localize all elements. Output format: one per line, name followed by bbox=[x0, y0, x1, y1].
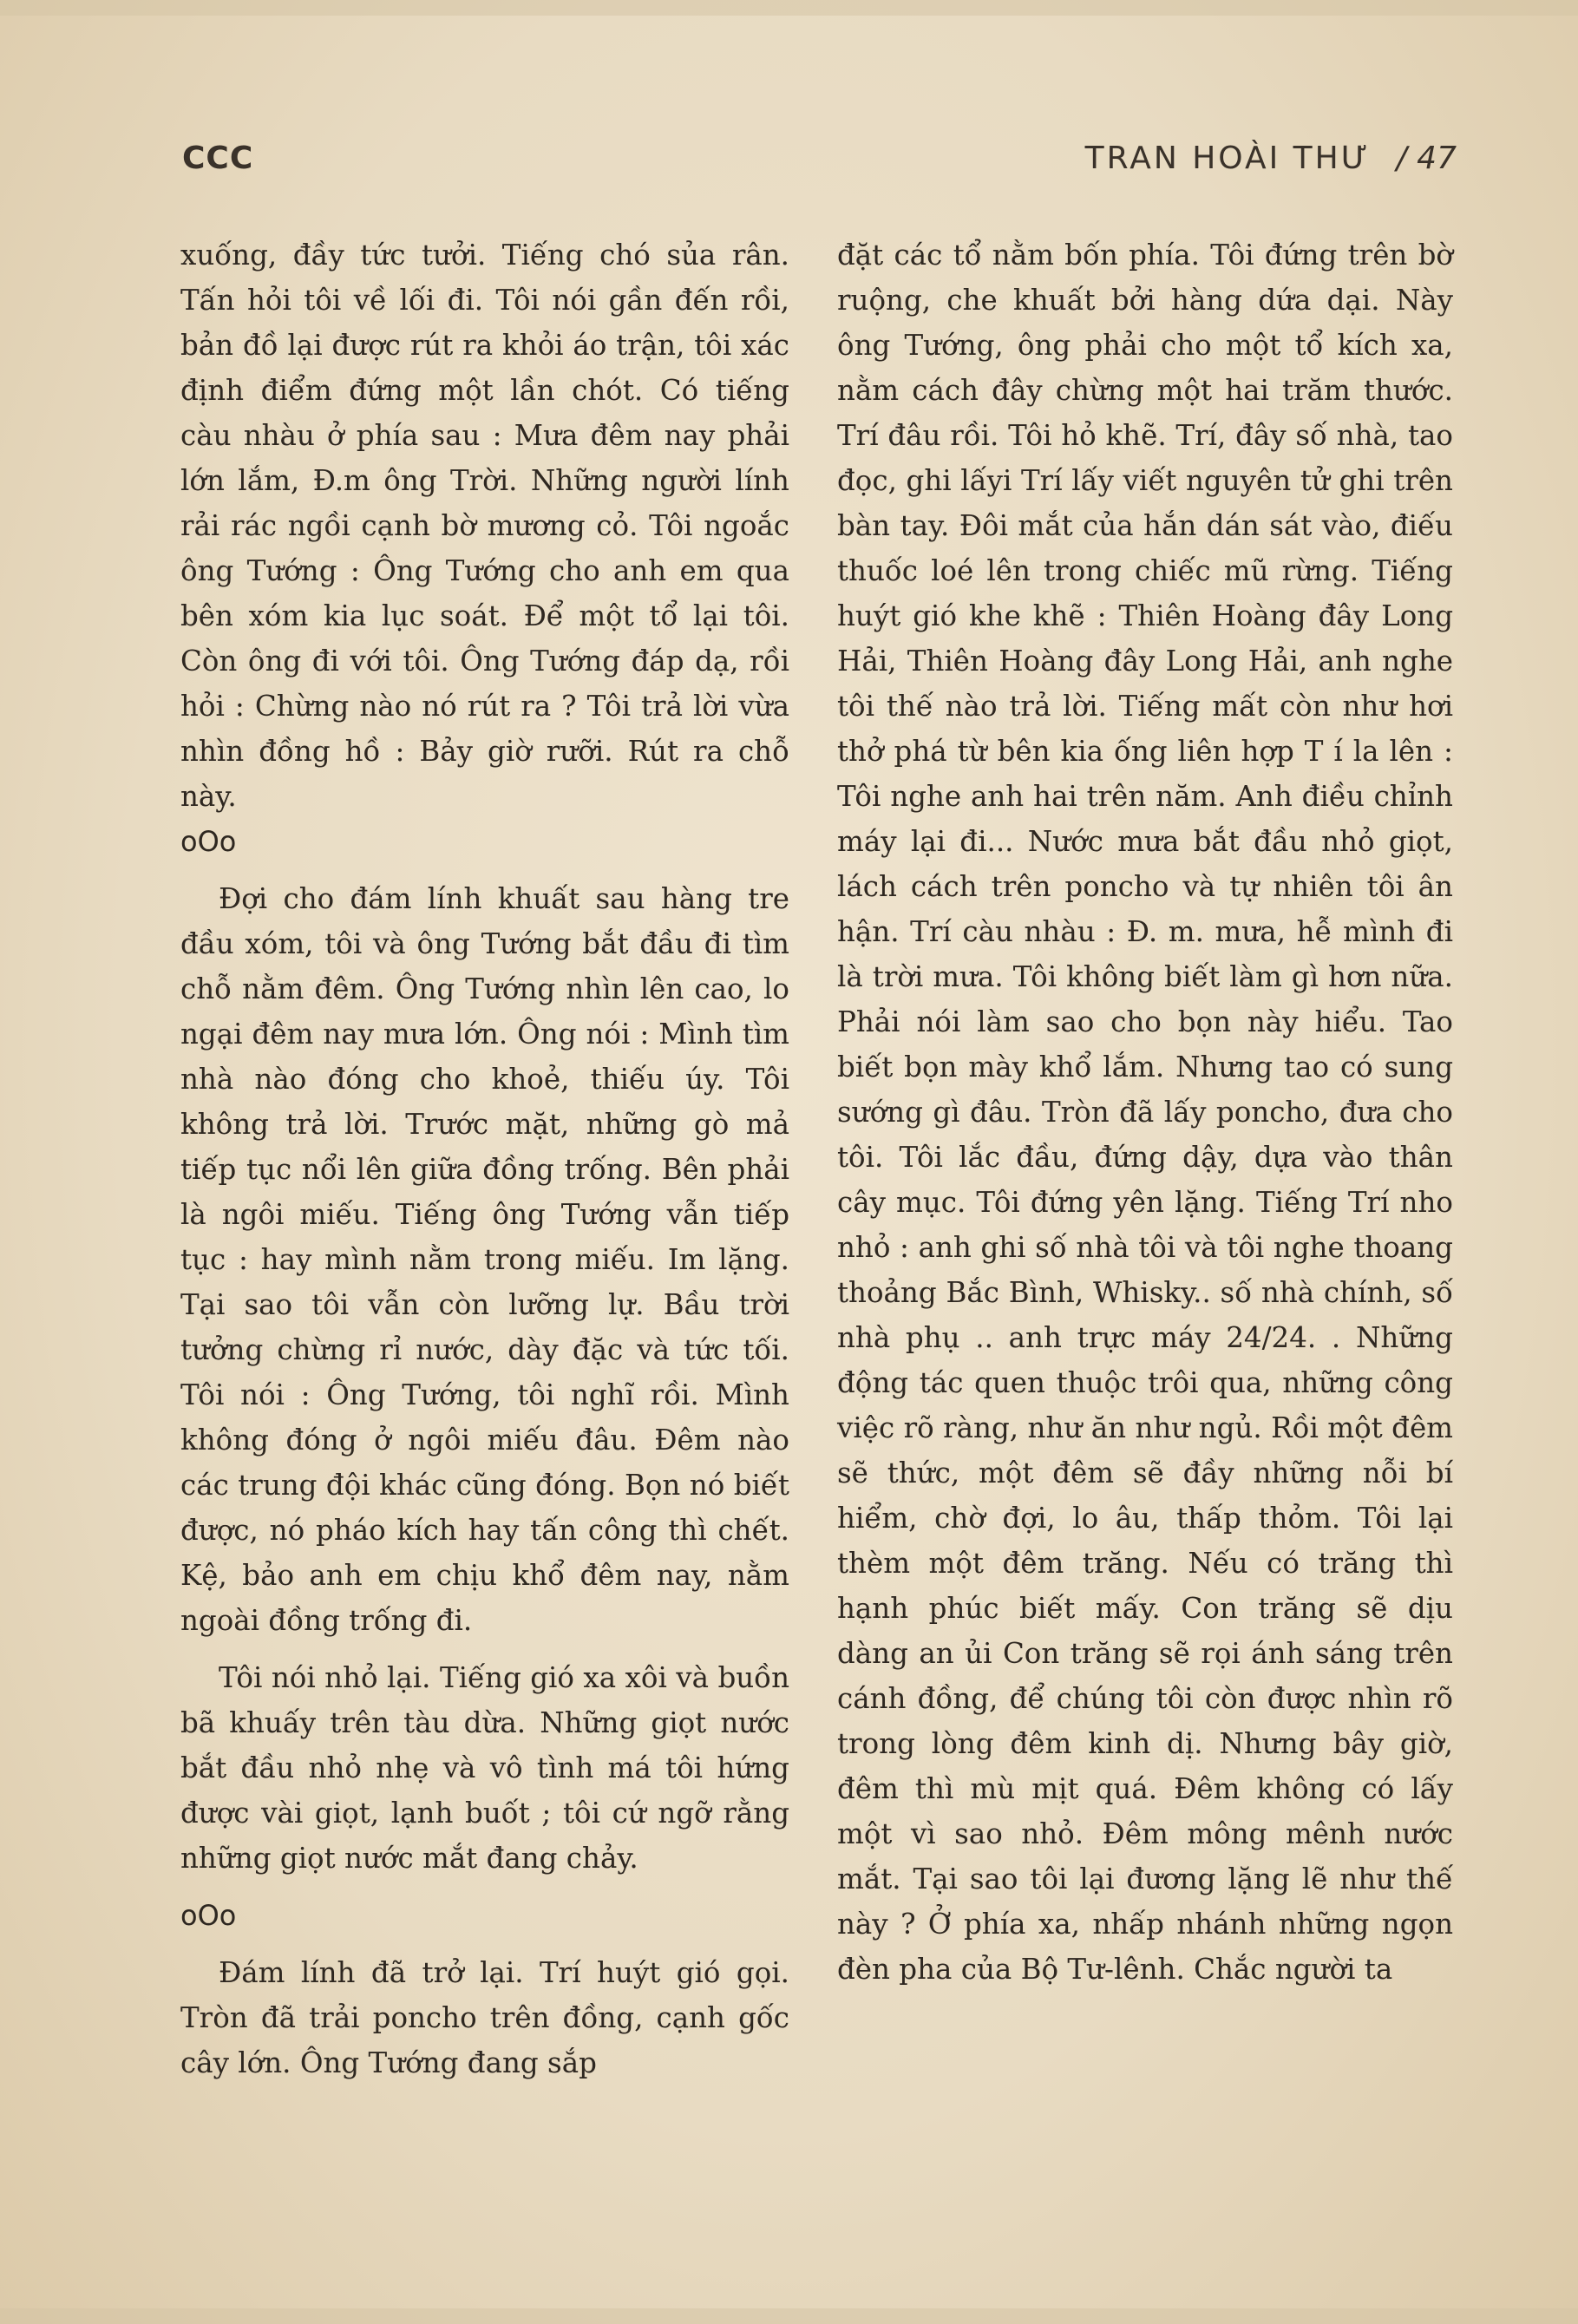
paragraph: Tôi nói nhỏ lại. Tiếng gió xa xôi và buồn bã khuấy trên tàu dừa. Những giọt nước bắt đầu nhỏ nhẹ và vô tình má tôi hứng được vài giọt, lạnh buốt ; tôi cứ ngỡ rằng những giọt nước mắt đang chảy. bbox=[180, 1661, 789, 1875]
page-header bbox=[182, 141, 1457, 193]
page-number: / 47 bbox=[1396, 141, 1457, 176]
section-separator: oOo bbox=[180, 825, 237, 858]
paragraph: Đợi cho đám lính khuất sau hàng tre đầu xóm, tôi và ông Tướng bắt đầu đi tìm chỗ nằm đêm. Ông Tướng nhìn lên cao, lo ngại đêm nay mưa lớn. Ông nói : Mình tìm nhà nào đóng cho khoẻ, thiếu úy. Tôi không trả lời. Trước mặt, những gò mả tiếp tục nổi lên giữa đồng trống. Bên phải là ngôi miếu. Tiếng ông Tướng vẫn tiếp tục : hay mình nằm trong miếu. Im lặng. Tại sao tôi vẫn còn lưỡng lự. Bầu trời tưởng chừng rỉ nước, dày đặc và tức tối. Tôi nói : Ông Tướng, tôi nghĩ rồi. Mình không đóng ở ngôi miếu đâu. Đêm nào các trung đội khác cũng đóng. Bọn nó biết được, nó pháo kích hay tấn công thì chết. Kệ, bảo anh em chịu khổ đêm nay, nằm ngoài đồng trống đi. bbox=[180, 882, 789, 1637]
running-head-left: CCC bbox=[182, 141, 254, 176]
section-separator: oOo bbox=[180, 1899, 237, 1932]
author-name: TRAN HOÀI THƯ bbox=[1084, 141, 1371, 176]
page-edge-top bbox=[0, 0, 1578, 16]
running-head-right bbox=[1085, 141, 1457, 176]
left-column bbox=[180, 232, 789, 2085]
paragraph: Đám lính đã trở lại. Trí huýt gió gọi. Tròn đã trải poncho trên đồng, cạnh gốc cây lớn. Ông Tướng đang sắp bbox=[180, 1956, 789, 2079]
page-edge-bottom bbox=[0, 2308, 1578, 2324]
paragraph: đặt các tổ nằm bốn phía. Tôi đứng trên bờ ruộng, che khuất bởi hàng dứa dại. Này ông Tướng, ông phải cho một tổ kích xa, nằm cách đây chừng một hai trăm thước. Trí đâu rồi. Tôi hỏ khẽ. Trí, đây số nhà, tao đọc, ghi lấyi Trí lấy viết nguyên tử ghi trên bàn tay. Đôi mắt của hắn dán sát vào, điếu thuốc loé lên trong chiếc mũ rừng. Tiếng huýt gió khe khẽ : Thiên Hoàng đây Long Hải, Thiên Hoàng đây Long Hải, anh nghe tôi thế nào trả lời. Tiếng mất còn như hơi thở phá từ bên kia ống liên hợp T í la lên : Tôi nghe anh hai trên năm. Anh điều chỉnh máy lại đi... Nước mưa bắt đầu nhỏ giọt, lách cách trên poncho và tự nhiên tôi ân hận. Trí càu nhàu : Đ. m. mưa, hễ mình đi là trời mưa. Tôi không biết làm gì hơn nữa. Phải nói làm sao cho bọn này hiểu. Tao biết bọn mày khổ lắm. Nhưng tao có sung sướng gì đâu. Tròn đã lấy poncho, đưa cho tôi. Tôi lắc đầu, đứng dậy, dựa vào thân cây mục. Tôi đứng yên lặng. Tiếng Trí nho nhỏ : anh ghi số nhà tôi và tôi nghe thoang thoảng Bắc Bình, Whisky.. số nhà chính, số nhà phụ .. anh trực máy 24/24. . Những động tác quen thuộc trôi qua, những công việc rõ ràng, như ăn như ngủ. Rồi một đêm sẽ thức, một đêm sẽ đầy những nỗi bí hiểm, chờ đợi, lo âu, thấp thỏm. Tôi lại thèm một đêm trăng. Nếu có trăng thì hạnh phúc biết mấy. Con trăng sẽ dịu dàng an ủi Con trăng sẽ rọi ánh sáng trên cánh đồng, để chúng tôi còn được nhìn rõ trong lòng đêm kinh dị. Nhưng bây giờ, đêm thì mù mịt quá. Đêm không có lấy một vì sao nhỏ. Đêm mông mênh nước mắt. Tại sao tôi lại đương lặng lẽ như thế này ? Ở phía xa, nhấp nhánh những ngọn đèn pha của Bộ Tư-lênh. Chắc người ta bbox=[837, 239, 1453, 1986]
right-column bbox=[837, 232, 1453, 1992]
paragraph: xuống, đầy tức tưởi. Tiếng chó sủa rân. Tấn hỏi tôi về lối đi. Tôi nói gần đến rồi, bản đồ lại được rút ra khỏi áo trận, tôi xác định điểm đứng một lần chót. Có tiếng càu nhàu ở phía sau : Mưa đêm nay phải lớn lắm, Đ.m ông Trời. Những người lính rải rác ngồi cạnh bờ mương cỏ. Tôi ngoắc ông Tướng : Ông Tướng cho anh em qua bên xóm kia lục soát. Để một tổ lại tôi. Còn ông đi với tôi. Ông Tướng đáp dạ, rồi hỏi : Chừng nào nó rút ra ? Tôi trả lời vừa nhìn đồng hồ : Bảy giờ rưỡi. Rút ra chỗ này. bbox=[180, 239, 789, 813]
